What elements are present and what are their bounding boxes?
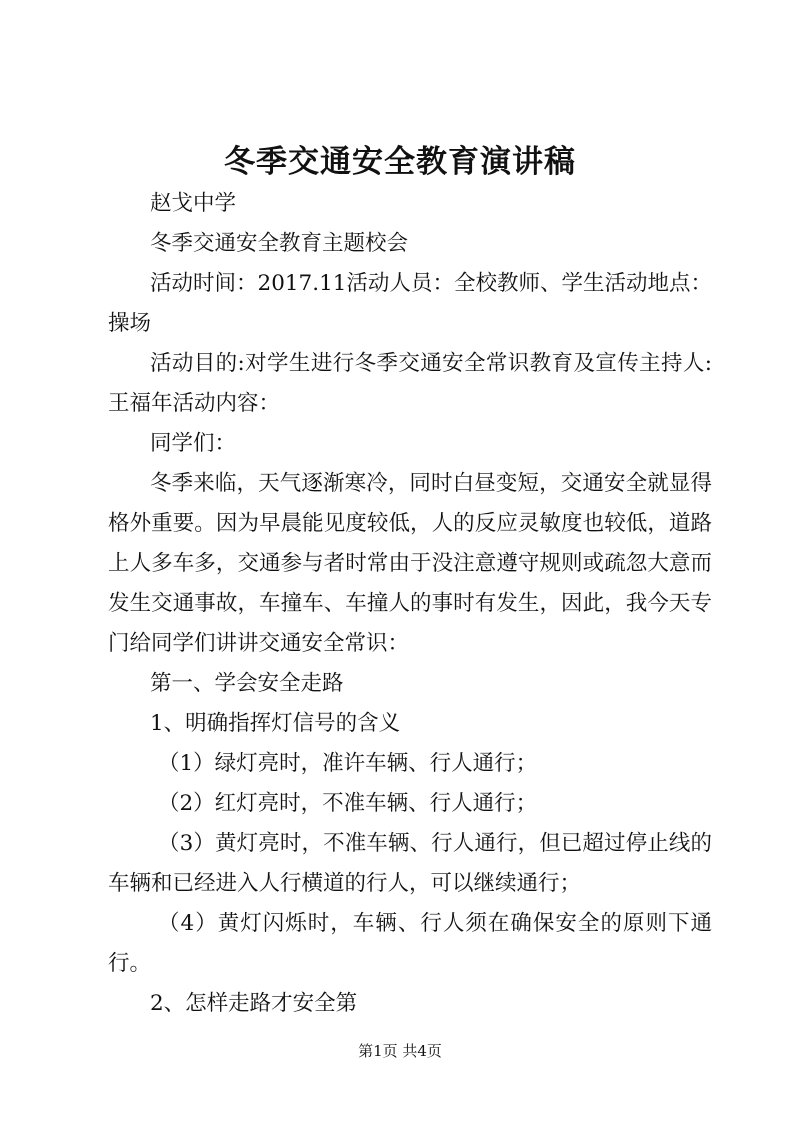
paragraph-school: 赵戈中学 [150, 191, 237, 216]
list-item-green-light: （1）绿灯亮时，准许车辆、行人通行； [158, 751, 538, 776]
list-item-yellow-flashing: （4）黄灯闪烁时，车辆、行人须在确保安全的原则下通行。 [108, 911, 712, 976]
paragraph-greeting: 同学们： [150, 431, 237, 456]
document-title: 冬季交通安全教育演讲稿 [224, 144, 576, 180]
paragraph-theme: 冬季交通安全教育主题校会 [150, 231, 409, 256]
subsection-heading-2: 2、怎样走路才安全第 [150, 991, 358, 1016]
list-item-yellow-light: （3）黄灯亮时，不准车辆、行人通行，但已超过停止线的车辆和已经进入人行横道的行人，可以继续通行； [108, 831, 712, 896]
paragraph-intro: 冬季来临，天气逐渐寒冷，同时白昼变短，交通安全就显得格外重要。因为早晨能见度较低，人的反应灵敏度也较低，道路上人多车多，交通参与者时常由于没注意遵守规则或疏忽大意而发生交通事故，车撞车、车撞人的事时有发生，因此，我今天专门给同学们讲讲交通安全常识： [108, 471, 712, 656]
document-body [108, 184, 712, 1024]
list-item-red-light: （2）红灯亮时，不准车辆、行人通行； [158, 791, 538, 816]
paragraph-activity-purpose: 活动目的:对学生进行冬季交通安全常识教育及宣传主持人:王福年活动内容： [108, 351, 712, 416]
section-heading-1: 第一、学会安全走路 [150, 671, 344, 696]
page-indicator: 第1页 共4页 [358, 1042, 442, 1060]
paragraph-activity-info: 活动时间：2017.11活动人员：全校教师、学生活动地点：操场 [108, 271, 712, 336]
subsection-heading-1: 1、明确指挥灯信号的含义 [150, 711, 401, 736]
